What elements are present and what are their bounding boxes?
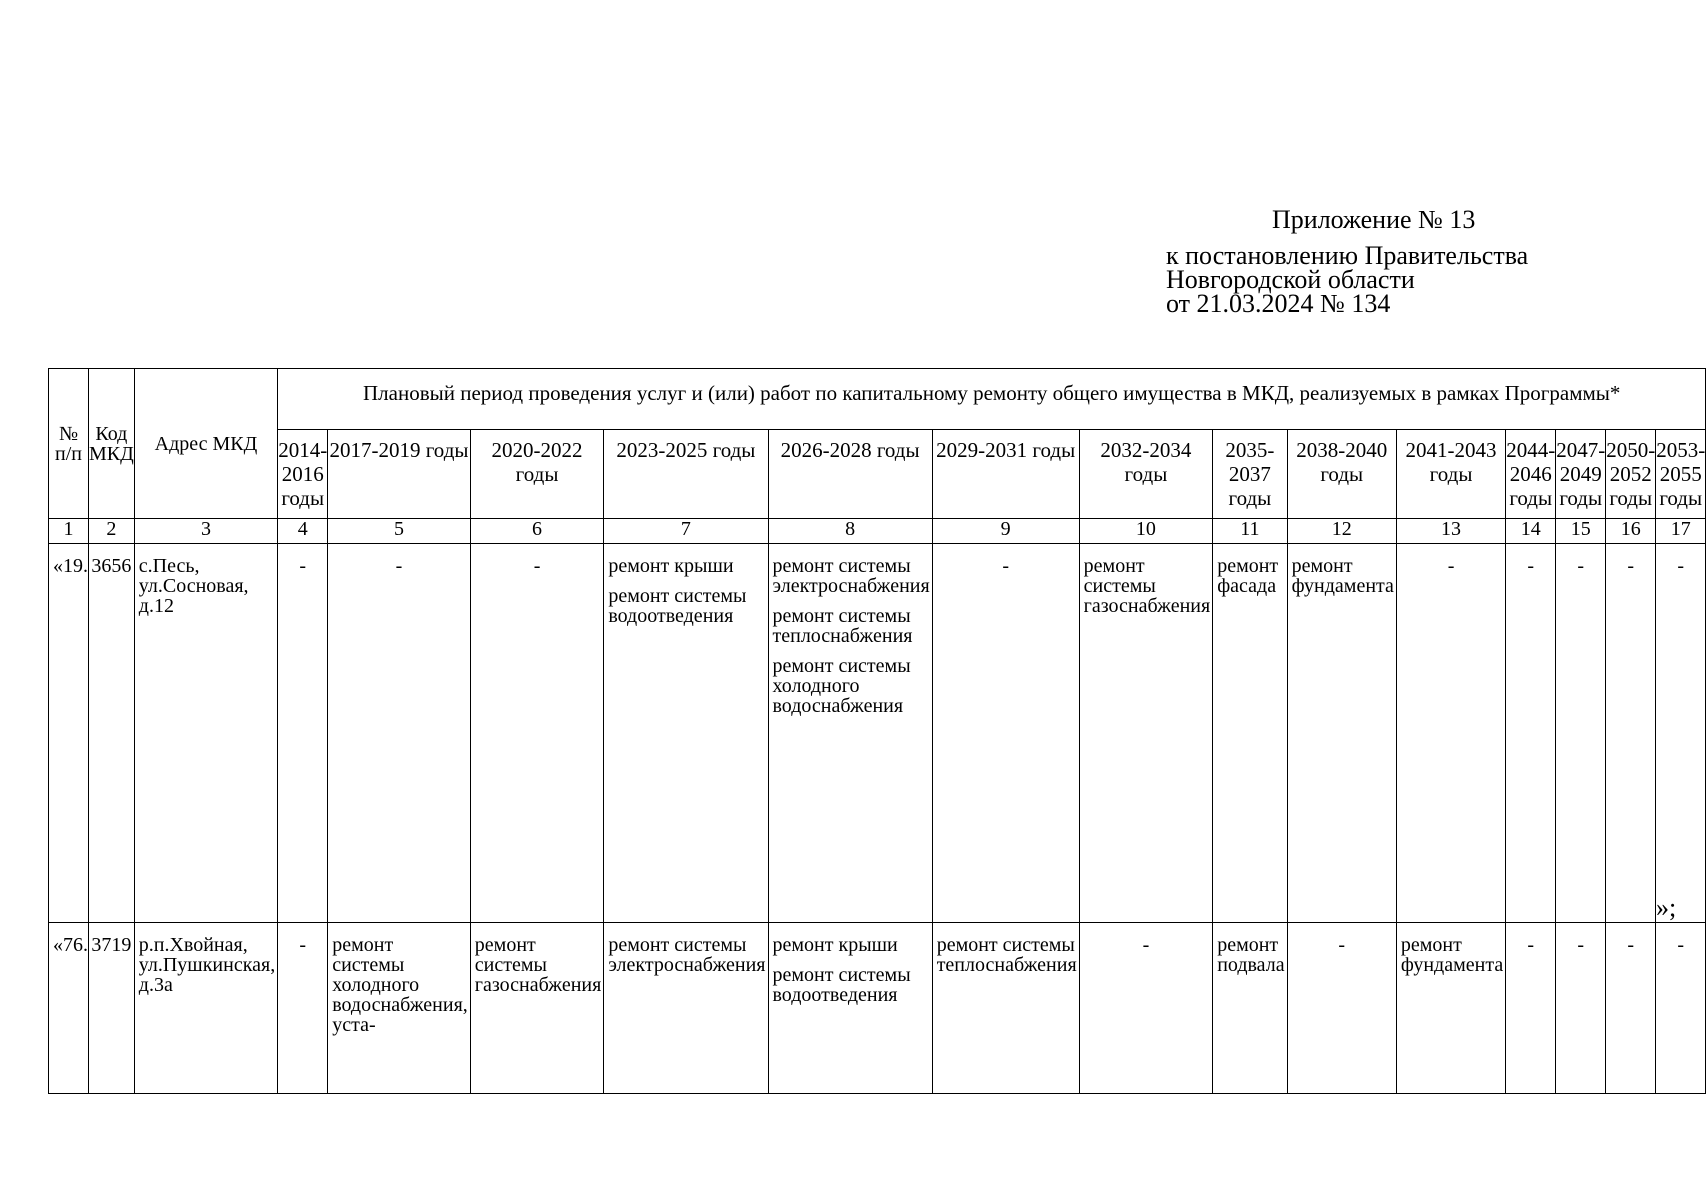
repair-work-item: ремонт системы холодного водоснабжения	[772, 655, 911, 717]
repair-work-item: ремонт системы электроснабжения	[608, 934, 766, 976]
appendix-line-1: к постановлению Правительства	[1166, 241, 1529, 270]
period-cell: -	[1287, 923, 1396, 1094]
period-cell	[604, 544, 768, 923]
period-cell: -	[1606, 544, 1656, 923]
period-cell: -	[328, 544, 471, 923]
period-cell	[1213, 923, 1287, 1094]
header-year-8: 2038-2040 годы	[1287, 430, 1396, 519]
column-number: 6	[470, 519, 604, 544]
repair-work-item: ремонт системы теплоснабжения	[772, 605, 913, 647]
column-number: 5	[328, 519, 471, 544]
repair-work-item: ремонт системы газоснабжения	[1083, 555, 1211, 617]
column-number: 2	[89, 519, 135, 544]
header-year-9: 2041-2043 годы	[1396, 430, 1505, 519]
period-cell: -	[1606, 923, 1656, 1094]
column-number: 9	[932, 519, 1079, 544]
column-number: 8	[768, 519, 932, 544]
period-cell: -	[1506, 923, 1556, 1094]
repair-work-item: ремонт системы теплоснабжения	[936, 934, 1077, 976]
column-number: 11	[1213, 519, 1287, 544]
header-year-3: 2023-2025 годы	[604, 430, 768, 519]
period-cell	[1079, 544, 1213, 923]
appendix-title: Приложение № 13	[1272, 205, 1476, 234]
header-no: № п/п	[49, 369, 89, 519]
header-year-10: 2044-2046 годы	[1506, 430, 1556, 519]
column-number: 13	[1396, 519, 1505, 544]
period-cell: -	[1656, 544, 1706, 923]
period-cell	[768, 923, 932, 1094]
repair-work-item: ремонт фундамента	[1400, 934, 1504, 976]
column-number: 10	[1079, 519, 1213, 544]
period-cell: -	[1656, 923, 1706, 1094]
header-year-5: 2029-2031 годы	[932, 430, 1079, 519]
table-row	[49, 923, 1706, 1094]
header-period: Плановый период проведения услуг и (или) работ по капитальному ремонту общего имущества в МКД, реализуемых в рамках Программы*	[278, 369, 1706, 430]
period-cell	[328, 923, 471, 1094]
column-number: 4	[278, 519, 328, 544]
column-number: 17	[1656, 519, 1706, 544]
closing-quote-mark: »;	[1656, 893, 1677, 922]
building-code: 3656	[89, 544, 135, 923]
column-number: 3	[134, 519, 277, 544]
column-number: 12	[1287, 519, 1396, 544]
period-cell: -	[470, 544, 604, 923]
header-year-11: 2047-2049 годы	[1556, 430, 1606, 519]
period-cell	[1287, 544, 1396, 923]
header-year-2: 2020-2022 годы	[470, 430, 604, 519]
header-year-4: 2026-2028 годы	[768, 430, 932, 519]
column-number: 7	[604, 519, 768, 544]
header-year-12: 2050-2052 годы	[1606, 430, 1656, 519]
period-cell: -	[1506, 544, 1556, 923]
header-year-7: 2035-2037 годы	[1213, 430, 1287, 519]
appendix-line-2: Новгородской области	[1166, 265, 1415, 294]
repair-work-item: ремонт системы газоснабжения	[474, 934, 602, 996]
table-row	[49, 544, 1706, 923]
period-cell: -	[1396, 544, 1505, 923]
repair-work-item: ремонт крыши	[608, 555, 734, 577]
column-number: 1	[49, 519, 89, 544]
appendix-line-3: от 21.03.2024 № 134	[1166, 289, 1391, 318]
column-number: 14	[1506, 519, 1556, 544]
period-cell: -	[278, 923, 328, 1094]
period-cell: -	[1556, 544, 1606, 923]
repair-work-item: ремонт подвала	[1217, 934, 1285, 976]
period-cell: -	[1079, 923, 1213, 1094]
capital-repair-table	[48, 368, 1706, 1094]
period-cell: -	[278, 544, 328, 923]
building-address: р.п.Хвойная, ул.Пушкинская, д.3а	[134, 923, 277, 1094]
period-cell	[470, 923, 604, 1094]
building-code: 3719	[89, 923, 135, 1094]
repair-work-item: ремонт системы водоотведения	[772, 964, 911, 1006]
building-address: с.Песь, ул.Сосновая, д.12	[134, 544, 277, 923]
header-address: Адрес МКД	[134, 369, 277, 519]
period-cell: -	[932, 544, 1079, 923]
column-number: 16	[1606, 519, 1656, 544]
header-code: Код МКД	[89, 369, 135, 519]
header-year-13: 2053-2055 годы	[1656, 430, 1706, 519]
row-number: «76.	[49, 923, 89, 1094]
repair-work-item: ремонт системы электроснабжения	[772, 555, 930, 597]
period-cell	[604, 923, 768, 1094]
period-cell	[768, 544, 932, 923]
period-cell: -	[1556, 923, 1606, 1094]
period-cell	[1213, 544, 1287, 923]
period-cell	[1396, 923, 1505, 1094]
repair-work-item: ремонт системы водоотведения	[608, 585, 747, 627]
header-year-1: 2017-2019 годы	[328, 430, 471, 519]
repair-work-item: ремонт системы холодного водоснабжения, уста-	[332, 934, 468, 1036]
row-number: «19.	[49, 544, 89, 923]
header-year-0: 2014-2016 годы	[278, 430, 328, 519]
repair-work-item: ремонт фундамента	[1291, 555, 1394, 597]
column-number: 15	[1556, 519, 1606, 544]
repair-work-item: ремонт крыши	[772, 934, 898, 956]
appendix-header	[1166, 205, 1529, 318]
repair-work-item: ремонт фасада	[1217, 555, 1279, 597]
header-year-6: 2032-2034 годы	[1079, 430, 1213, 519]
period-cell	[932, 923, 1079, 1094]
